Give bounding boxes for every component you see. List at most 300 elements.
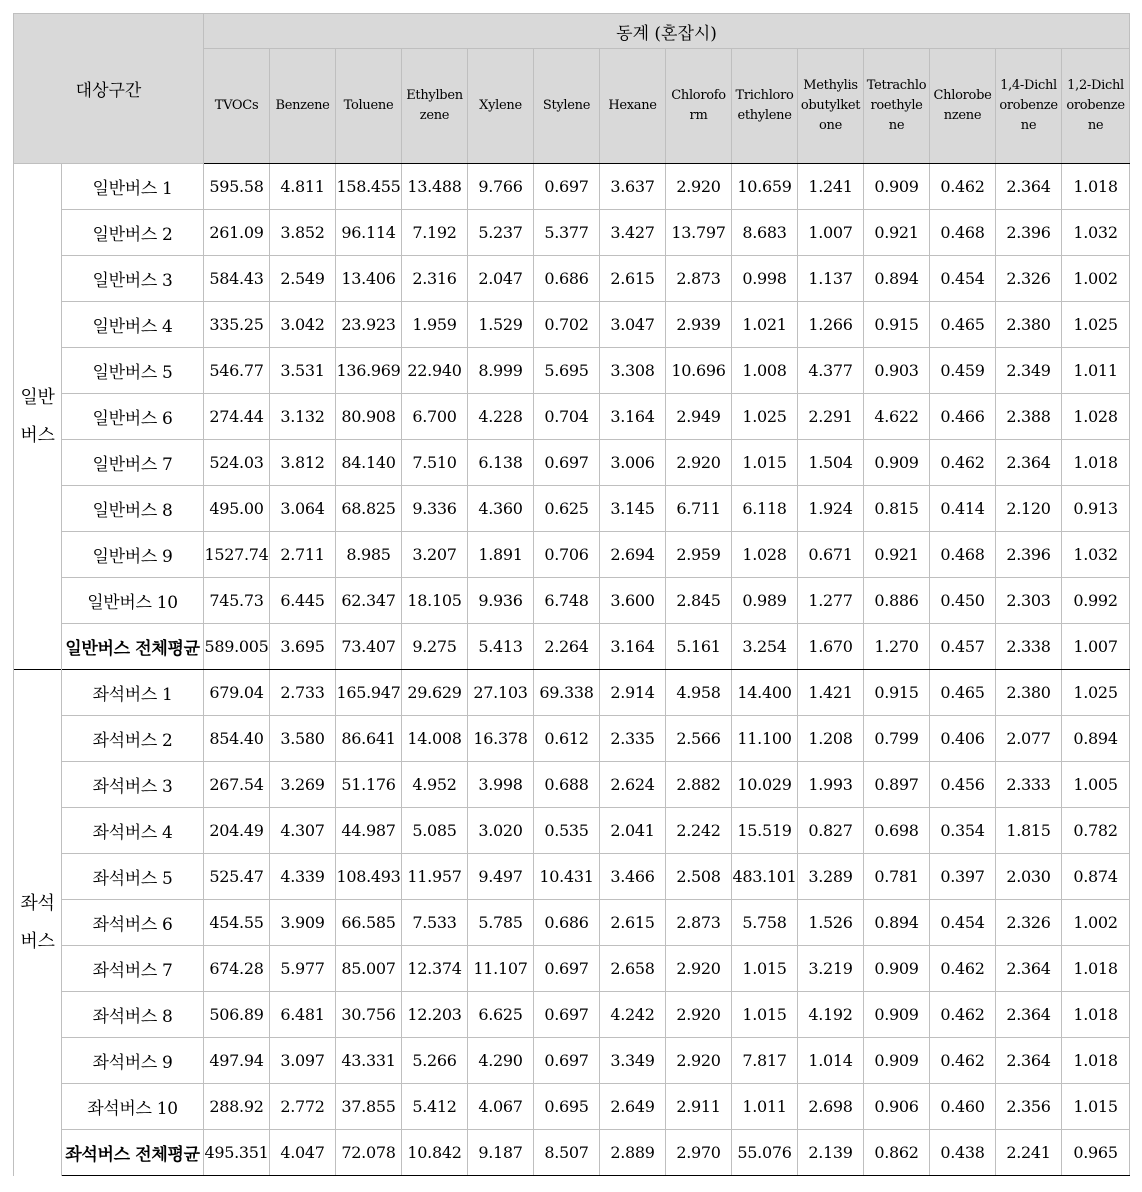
value-cell: 108.493 [336,854,402,900]
average-row [14,1130,1130,1176]
value-cell: 4.958 [666,670,732,716]
voc-statistics-table [13,13,1130,1176]
value-cell: 9.336 [402,486,468,532]
value-cell: 1.028 [732,532,798,578]
value-cell: 44.987 [336,808,402,854]
value-cell: 0.894 [864,900,930,946]
value-cell: 0.697 [534,1038,600,1084]
value-cell: 7.192 [402,210,468,256]
value-cell: 0.894 [1062,716,1130,762]
value-cell: 2.698 [798,1084,864,1130]
column-header: 1,2-Dichlorobenzene [1062,49,1130,164]
bus-name: 일반버스 4 [62,302,204,348]
value-cell: 1.959 [402,302,468,348]
table-row [14,670,1130,716]
bus-name: 일반버스 7 [62,440,204,486]
value-cell: 2.508 [666,854,732,900]
value-cell: 2.959 [666,532,732,578]
bus-name: 일반버스 1 [62,164,204,210]
value-cell: 10.029 [732,762,798,808]
value-cell: 51.176 [336,762,402,808]
value-cell: 0.894 [864,256,930,302]
column-header: Stylene [534,49,600,164]
value-cell: 0.909 [864,992,930,1038]
value-cell: 5.266 [402,1038,468,1084]
value-cell: 2.615 [600,900,666,946]
value-cell: 0.921 [864,210,930,256]
value-cell: 8.985 [336,532,402,578]
value-cell: 0.462 [930,1038,996,1084]
value-cell: 0.466 [930,394,996,440]
value-cell: 2.335 [600,716,666,762]
value-cell: 2.364 [996,164,1062,210]
value-cell: 0.454 [930,256,996,302]
value-cell: 14.400 [732,670,798,716]
value-cell: 1.277 [798,578,864,624]
value-cell: 1.015 [732,992,798,1038]
value-cell: 3.852 [270,210,336,256]
value-cell: 2.333 [996,762,1062,808]
table-row [14,394,1130,440]
value-cell: 84.140 [336,440,402,486]
table-row [14,440,1130,486]
value-cell: 2.889 [600,1130,666,1176]
value-cell: 10.431 [534,854,600,900]
value-cell: 2.920 [666,946,732,992]
value-cell: 854.40 [204,716,270,762]
value-cell: 2.364 [996,946,1062,992]
value-cell: 2.356 [996,1084,1062,1130]
value-cell: 0.438 [930,1130,996,1176]
group-label: 일반버스 [14,164,62,670]
value-cell: 0.468 [930,532,996,578]
value-cell: 3.998 [468,762,534,808]
value-cell: 454.55 [204,900,270,946]
value-cell: 0.697 [534,992,600,1038]
value-cell: 0.697 [534,164,600,210]
table-row [14,302,1130,348]
value-cell: 7.817 [732,1038,798,1084]
value-cell: 3.580 [270,716,336,762]
value-cell: 525.47 [204,854,270,900]
value-cell: 55.076 [732,1130,798,1176]
value-cell: 3.637 [600,164,666,210]
value-cell: 3.164 [600,394,666,440]
value-cell: 3.132 [270,394,336,440]
value-cell: 2.711 [270,532,336,578]
value-cell: 0.671 [798,532,864,578]
value-cell: 0.909 [864,440,930,486]
value-cell: 2.772 [270,1084,336,1130]
value-cell: 2.624 [600,762,666,808]
value-cell: 0.460 [930,1084,996,1130]
value-cell: 3.145 [600,486,666,532]
bus-name: 좌석버스 4 [62,808,204,854]
value-cell: 2.364 [996,1038,1062,1084]
value-cell: 0.354 [930,808,996,854]
value-cell: 3.207 [402,532,468,578]
value-cell: 9.275 [402,624,468,670]
bus-name: 일반버스 3 [62,256,204,302]
value-cell: 0.697 [534,440,600,486]
value-cell: 1.007 [1062,624,1130,670]
column-header: Toluene [336,49,402,164]
value-cell: 2.949 [666,394,732,440]
value-cell: 2.242 [666,808,732,854]
value-cell: 43.331 [336,1038,402,1084]
value-cell: 0.992 [1062,578,1130,624]
value-cell: 2.549 [270,256,336,302]
value-cell: 4.290 [468,1038,534,1084]
value-cell: 37.855 [336,1084,402,1130]
value-cell: 14.008 [402,716,468,762]
value-cell: 1.015 [732,946,798,992]
value-cell: 0.799 [864,716,930,762]
value-cell: 8.999 [468,348,534,394]
value-cell: 4.242 [600,992,666,1038]
value-cell: 2.658 [600,946,666,992]
value-cell: 0.897 [864,762,930,808]
value-cell: 1.815 [996,808,1062,854]
value-cell: 6.625 [468,992,534,1038]
value-cell: 15.519 [732,808,798,854]
value-cell: 2.303 [996,578,1062,624]
bus-name: 좌석버스 8 [62,992,204,1038]
bus-name: 좌석버스 3 [62,762,204,808]
value-cell: 335.25 [204,302,270,348]
value-cell: 11.107 [468,946,534,992]
value-cell: 1.011 [732,1084,798,1130]
value-cell: 0.406 [930,716,996,762]
value-cell: 8.683 [732,210,798,256]
value-cell: 0.462 [930,946,996,992]
table-row [14,762,1130,808]
value-cell: 4.360 [468,486,534,532]
value-cell: 679.04 [204,670,270,716]
table-row [14,854,1130,900]
value-cell: 2.139 [798,1130,864,1176]
value-cell: 5.758 [732,900,798,946]
value-cell: 0.704 [534,394,600,440]
value-cell: 27.103 [468,670,534,716]
value-cell: 12.374 [402,946,468,992]
value-cell: 1.137 [798,256,864,302]
column-header: Tetrachloroethylene [864,49,930,164]
value-cell: 2.120 [996,486,1062,532]
column-header: Ethylbenzene [402,49,468,164]
value-cell: 16.378 [468,716,534,762]
value-cell: 13.406 [336,256,402,302]
value-cell: 4.811 [270,164,336,210]
value-cell: 5.237 [468,210,534,256]
value-cell: 9.766 [468,164,534,210]
value-cell: 10.696 [666,348,732,394]
value-cell: 2.649 [600,1084,666,1130]
statistics-header: 동계 (혼잡시) [204,14,1130,49]
value-cell: 2.396 [996,532,1062,578]
value-cell: 1.529 [468,302,534,348]
value-cell: 1.007 [798,210,864,256]
bus-name: 일반버스 9 [62,532,204,578]
value-cell: 1.011 [1062,348,1130,394]
value-cell: 0.465 [930,670,996,716]
bus-name: 좌석버스 1 [62,670,204,716]
value-cell: 6.748 [534,578,600,624]
table-row [14,992,1130,1038]
value-cell: 0.697 [534,946,600,992]
value-cell: 5.412 [402,1084,468,1130]
value-cell: 204.49 [204,808,270,854]
value-cell: 4.067 [468,1084,534,1130]
value-cell: 3.349 [600,1038,666,1084]
value-cell: 85.007 [336,946,402,992]
value-cell: 3.308 [600,348,666,394]
value-cell: 6.481 [270,992,336,1038]
value-cell: 4.339 [270,854,336,900]
value-cell: 18.105 [402,578,468,624]
value-cell: 595.58 [204,164,270,210]
value-cell: 5.785 [468,900,534,946]
value-cell: 0.921 [864,532,930,578]
table-row [14,578,1130,624]
value-cell: 22.940 [402,348,468,394]
value-cell: 497.94 [204,1038,270,1084]
column-header: Chlorobenzene [930,49,996,164]
bus-name: 일반버스 10 [62,578,204,624]
value-cell: 524.03 [204,440,270,486]
bus-name: 일반버스 5 [62,348,204,394]
value-cell: 3.064 [270,486,336,532]
group-label: 좌석버스 [14,670,62,1176]
value-cell: 0.702 [534,302,600,348]
value-cell: 1.018 [1062,946,1130,992]
value-cell: 1.008 [732,348,798,394]
value-cell: 4.047 [270,1130,336,1176]
value-cell: 4.952 [402,762,468,808]
value-cell: 2.326 [996,900,1062,946]
value-cell: 0.862 [864,1130,930,1176]
value-cell: 69.338 [534,670,600,716]
value-cell: 2.326 [996,256,1062,302]
value-cell: 6.700 [402,394,468,440]
value-cell: 66.585 [336,900,402,946]
value-cell: 2.264 [534,624,600,670]
value-cell: 2.920 [666,440,732,486]
value-cell: 0.915 [864,670,930,716]
value-cell: 3.466 [600,854,666,900]
value-cell: 0.782 [1062,808,1130,854]
value-cell: 136.969 [336,348,402,394]
value-cell: 1.025 [1062,302,1130,348]
value-cell: 2.882 [666,762,732,808]
value-cell: 29.629 [402,670,468,716]
value-cell: 0.906 [864,1084,930,1130]
value-cell: 1.421 [798,670,864,716]
value-cell: 13.797 [666,210,732,256]
value-cell: 1.032 [1062,210,1130,256]
value-cell: 1.018 [1062,1038,1130,1084]
value-cell: 0.535 [534,808,600,854]
value-cell: 0.815 [864,486,930,532]
value-cell: 4.622 [864,394,930,440]
column-header: Benzene [270,49,336,164]
value-cell: 1.018 [1062,992,1130,1038]
value-cell: 0.454 [930,900,996,946]
value-cell: 73.407 [336,624,402,670]
value-cell: 2.873 [666,900,732,946]
value-cell: 288.92 [204,1084,270,1130]
value-cell: 3.047 [600,302,666,348]
value-cell: 0.706 [534,532,600,578]
value-cell: 2.380 [996,302,1062,348]
value-cell: 96.114 [336,210,402,256]
value-cell: 4.192 [798,992,864,1038]
value-cell: 9.187 [468,1130,534,1176]
value-cell: 2.920 [666,1038,732,1084]
value-cell: 1.241 [798,164,864,210]
value-cell: 5.413 [468,624,534,670]
value-cell: 2.733 [270,670,336,716]
value-cell: 165.947 [336,670,402,716]
value-cell: 9.936 [468,578,534,624]
value-cell: 3.289 [798,854,864,900]
value-cell: 274.44 [204,394,270,440]
value-cell: 0.686 [534,256,600,302]
value-cell: 3.427 [600,210,666,256]
value-cell: 3.531 [270,348,336,394]
value-cell: 158.455 [336,164,402,210]
value-cell: 1.924 [798,486,864,532]
value-cell: 8.507 [534,1130,600,1176]
value-cell: 1.993 [798,762,864,808]
table-row [14,348,1130,394]
value-cell: 5.161 [666,624,732,670]
bus-name: 좌석버스 9 [62,1038,204,1084]
value-cell: 0.909 [864,164,930,210]
value-cell: 495.351 [204,1130,270,1176]
value-cell: 68.825 [336,486,402,532]
value-cell: 3.219 [798,946,864,992]
value-cell: 2.316 [402,256,468,302]
table-row [14,210,1130,256]
value-cell: 546.77 [204,348,270,394]
value-cell: 0.465 [930,302,996,348]
value-cell: 11.100 [732,716,798,762]
value-cell: 3.006 [600,440,666,486]
value-cell: 86.641 [336,716,402,762]
average-label: 좌석버스 전체평균 [62,1130,204,1176]
value-cell: 2.241 [996,1130,1062,1176]
value-cell: 3.269 [270,762,336,808]
value-cell: 23.923 [336,302,402,348]
bus-name: 일반버스 2 [62,210,204,256]
value-cell: 80.908 [336,394,402,440]
value-cell: 10.842 [402,1130,468,1176]
bus-name: 좌석버스 5 [62,854,204,900]
bus-name: 좌석버스 2 [62,716,204,762]
value-cell: 2.077 [996,716,1062,762]
value-cell: 1527.74 [204,532,270,578]
value-cell: 3.695 [270,624,336,670]
value-cell: 0.688 [534,762,600,808]
value-cell: 1.504 [798,440,864,486]
value-cell: 0.397 [930,854,996,900]
table-row [14,900,1130,946]
bus-name: 좌석버스 10 [62,1084,204,1130]
value-cell: 2.338 [996,624,1062,670]
value-cell: 745.73 [204,578,270,624]
value-cell: 483.101 [732,854,798,900]
value-cell: 674.28 [204,946,270,992]
value-cell: 1.005 [1062,762,1130,808]
value-cell: 0.462 [930,992,996,1038]
value-cell: 2.970 [666,1130,732,1176]
value-cell: 0.698 [864,808,930,854]
value-cell: 2.920 [666,992,732,1038]
value-cell: 1.891 [468,532,534,578]
value-cell: 0.456 [930,762,996,808]
value-cell: 1.021 [732,302,798,348]
table-row [14,532,1130,578]
column-header: Hexane [600,49,666,164]
value-cell: 1.002 [1062,256,1130,302]
value-cell: 1.025 [732,394,798,440]
value-cell: 3.164 [600,624,666,670]
value-cell: 9.497 [468,854,534,900]
value-cell: 4.228 [468,394,534,440]
table-row [14,716,1130,762]
value-cell: 0.468 [930,210,996,256]
value-cell: 3.042 [270,302,336,348]
column-header: Xylene [468,49,534,164]
value-cell: 1.670 [798,624,864,670]
value-cell: 0.965 [1062,1130,1130,1176]
value-cell: 6.118 [732,486,798,532]
value-cell: 2.030 [996,854,1062,900]
value-cell: 2.364 [996,992,1062,1038]
column-header: Trichloroethylene [732,49,798,164]
table-row [14,946,1130,992]
value-cell: 13.488 [402,164,468,210]
value-cell: 495.00 [204,486,270,532]
average-label: 일반버스 전체평균 [62,624,204,670]
table-row [14,256,1130,302]
value-cell: 5.085 [402,808,468,854]
value-cell: 506.89 [204,992,270,1038]
value-cell: 2.291 [798,394,864,440]
value-cell: 1.028 [1062,394,1130,440]
value-cell: 0.909 [864,1038,930,1084]
value-cell: 267.54 [204,762,270,808]
value-cell: 6.711 [666,486,732,532]
value-cell: 1.002 [1062,900,1130,946]
value-cell: 261.09 [204,210,270,256]
value-cell: 2.388 [996,394,1062,440]
table-row [14,808,1130,854]
value-cell: 6.138 [468,440,534,486]
value-cell: 0.909 [864,946,930,992]
column-header: Chloroform [666,49,732,164]
value-cell: 3.812 [270,440,336,486]
value-cell: 1.018 [1062,440,1130,486]
value-cell: 0.915 [864,302,930,348]
value-cell: 2.364 [996,440,1062,486]
value-cell: 1.266 [798,302,864,348]
value-cell: 0.414 [930,486,996,532]
value-cell: 0.459 [930,348,996,394]
value-cell: 6.445 [270,578,336,624]
value-cell: 1.014 [798,1038,864,1084]
